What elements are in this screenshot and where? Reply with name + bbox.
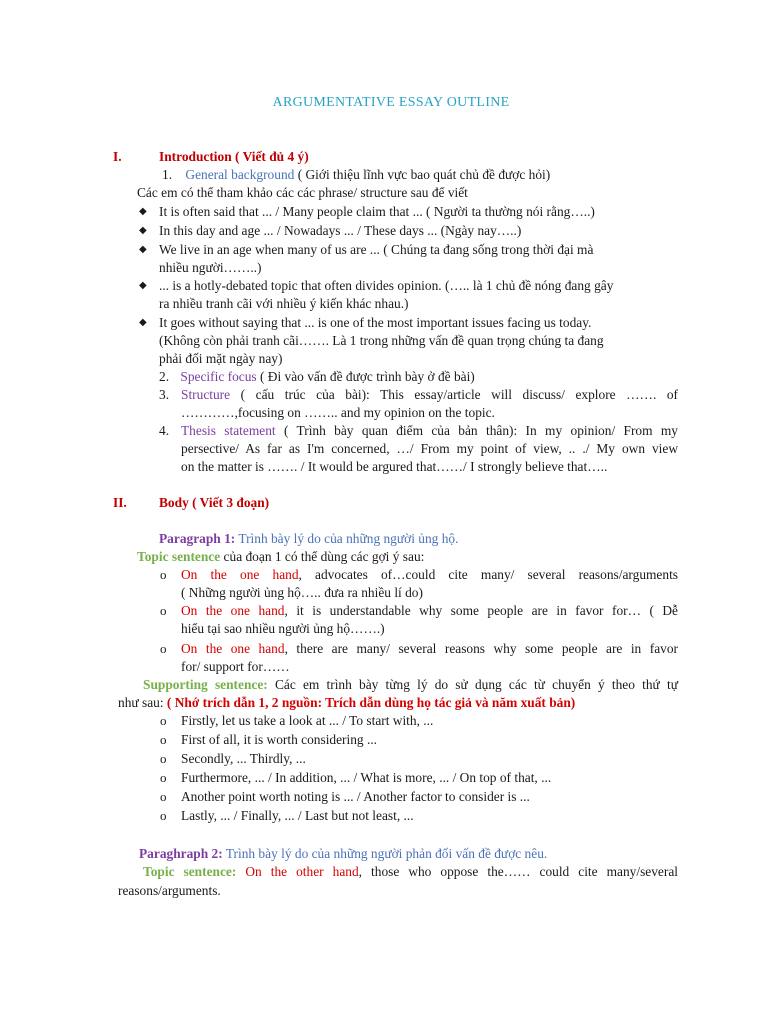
diamond-bullet-icon: ◆ [139, 225, 147, 236]
section-numeral-1: I. [113, 149, 122, 164]
intro-bullet-text: nhiều người……..) [159, 260, 262, 275]
paragraph-2-heading [139, 845, 547, 863]
topic-desc: của đoạn 1 có thể dùng các gợi ý sau: [220, 549, 425, 564]
document-title: ARGUMENTATIVE ESSAY OUTLINE [272, 95, 510, 110]
support-label: Supporting sentence: [143, 677, 268, 692]
circle-bullet-icon: o [160, 770, 167, 785]
item-label: Structure [181, 387, 231, 402]
transition-item: Firstly, let us take a look at ... / To start with, ... [181, 713, 434, 728]
topic-option-line2: hiểu tại sao nhiều người ủng hộ…….) [181, 621, 385, 636]
section-numeral-2: II. [113, 495, 127, 510]
circle-bullet-icon: o [160, 751, 167, 766]
topic-sentence-1 [137, 548, 424, 566]
intro-item-2 [159, 368, 475, 386]
intro-item-1 [162, 166, 550, 184]
transition-item: Secondly, ... Thirdly, ... [181, 751, 306, 766]
intro-bullet-text: It goes without saying that ... is one of the most important issues facing us today. [159, 315, 592, 330]
item-number: 2. [159, 369, 170, 384]
phrase-note: Các em có thể tham khảo các các phrase/ structure sau để viết [137, 185, 468, 200]
intro-item-4 [181, 422, 678, 440]
intro-bullet-text: In this day and age ... / Nowadays ... / These days ... (Ngày nay…..) [159, 223, 522, 238]
item-label: Thesis statement [181, 423, 276, 438]
transition-item: First of all, it is worth considering ... [181, 732, 378, 747]
topic-label: Topic sentence: [143, 864, 237, 879]
item-label: General background [185, 167, 295, 182]
section-heading-introduction: Introduction ( Viết đủ 4 ý) [159, 149, 309, 164]
topic-sentence-2-line2: reasons/arguments. [118, 883, 221, 898]
diamond-bullet-icon: ◆ [139, 244, 147, 255]
intro-item-3-number: 3. [159, 387, 170, 402]
topic-option: On the one hand, it is understandable why some people are in favor for… ( Dễ [181, 603, 678, 618]
circle-bullet-icon: o [160, 732, 167, 747]
intro-item-4-line3: on the matter is ……. / It would be argured that……/ I strongly believe that….. [181, 459, 608, 474]
transition-item: Furthermore, ... / In addition, ... / What is more, ... / On top of that, ... [181, 770, 552, 785]
paragraph-title: Paragraph 1: [159, 531, 236, 546]
paragraph-desc: Trình bày lý do của những người ủng hộ. [235, 531, 459, 546]
supporting-note: như sau: ( Nhớ trích dẫn 1, 2 nguồn: Trích dẫn dùng họ tác giả và năm xuất bản) [118, 695, 576, 710]
item-desc: ( Trình bày quan điểm của bản thân): In my opinion/ From my [275, 423, 678, 438]
topic-option-line2: for/ support for…… [181, 659, 290, 674]
support-desc: Các em trình bày từng lý do sử dụng các từ chuyển ý theo thứ tự [267, 677, 678, 692]
circle-bullet-icon: o [160, 641, 167, 656]
intro-item-4-number: 4. [159, 423, 170, 438]
supporting-sentence [143, 676, 678, 694]
item-number: 1. [162, 167, 173, 182]
citation-note: ( Nhớ trích dẫn 1, 2 nguồn: Trích dẫn dùng họ tác giả và năm xuất bản) [166, 695, 576, 710]
circle-bullet-icon: o [160, 603, 167, 618]
intro-bullet-text: We live in an age when many of us are ... ( Chúng ta đang sống trong thời đại mà [159, 242, 594, 257]
paragraph-desc: Trình bày lý do của những người phản đối vấn đề được nêu. [222, 846, 548, 861]
item-desc: ( cấu trúc của bài): This essay/article will discuss/ explore ……. of [230, 387, 678, 402]
transition-item: Lastly, ... / Finally, ... / Last but not least, ... [181, 808, 414, 823]
diamond-bullet-icon: ◆ [139, 206, 147, 217]
intro-bullet-text: (Không còn phải tranh cãi……. Là 1 trong những vấn đề quan trọng chúng ta đang [159, 333, 604, 348]
topic-label: Topic sentence [137, 549, 221, 564]
topic-option-line2: ( Những người ủng hộ….. đưa ra nhiều lí do) [181, 585, 423, 600]
transition-item: Another point worth noting is ... / Another factor to consider is ... [181, 789, 530, 804]
item-desc: ( Đi vào vấn đề được trình bày ở đề bài) [256, 369, 475, 384]
diamond-bullet-icon: ◆ [139, 317, 147, 328]
intro-bullet-text: ... is a hotly-debated topic that often divides opinion. (….. là 1 chủ đề nóng đang gây [159, 278, 614, 293]
paragraph-1-heading [159, 530, 458, 548]
intro-bullet-text: ra nhiều tranh cãi với nhiều ý kiến khác nhau.) [159, 296, 409, 311]
intro-item-3-line2: …………,focusing on …….. and my opinion on the topic. [181, 405, 495, 420]
circle-bullet-icon: o [160, 567, 167, 582]
item-label: Specific focus [180, 369, 257, 384]
topic-option: On the one hand, there are many/ several reasons why some people are in favor [181, 641, 678, 656]
intro-bullet-text: It is often said that ... / Many people claim that ... ( Người ta thường nói rằng…..) [159, 204, 595, 219]
circle-bullet-icon: o [160, 713, 167, 728]
circle-bullet-icon: o [160, 789, 167, 804]
section-heading-body: Body ( Viết 3 đoạn) [159, 495, 270, 510]
intro-item-3 [181, 386, 678, 404]
diamond-bullet-icon: ◆ [139, 280, 147, 291]
intro-bullet-text: phải đối mặt ngày nay) [159, 351, 283, 366]
item-desc: ( Giới thiệu lĩnh vực bao quát chủ đề được hỏi) [294, 167, 551, 182]
paragraph-title: Paraghraph 2: [139, 846, 223, 861]
topic-option: On the one hand, advocates of…could cite many/ several reasons/arguments [181, 567, 678, 582]
topic-sentence-2: Topic sentence: On the other hand, those who oppose the…… could cite many/several [143, 864, 678, 879]
intro-item-4-line2: persective/ As far as I'm concerned, …/ From my point of view, .. ./ My own view [181, 441, 678, 456]
circle-bullet-icon: o [160, 808, 167, 823]
